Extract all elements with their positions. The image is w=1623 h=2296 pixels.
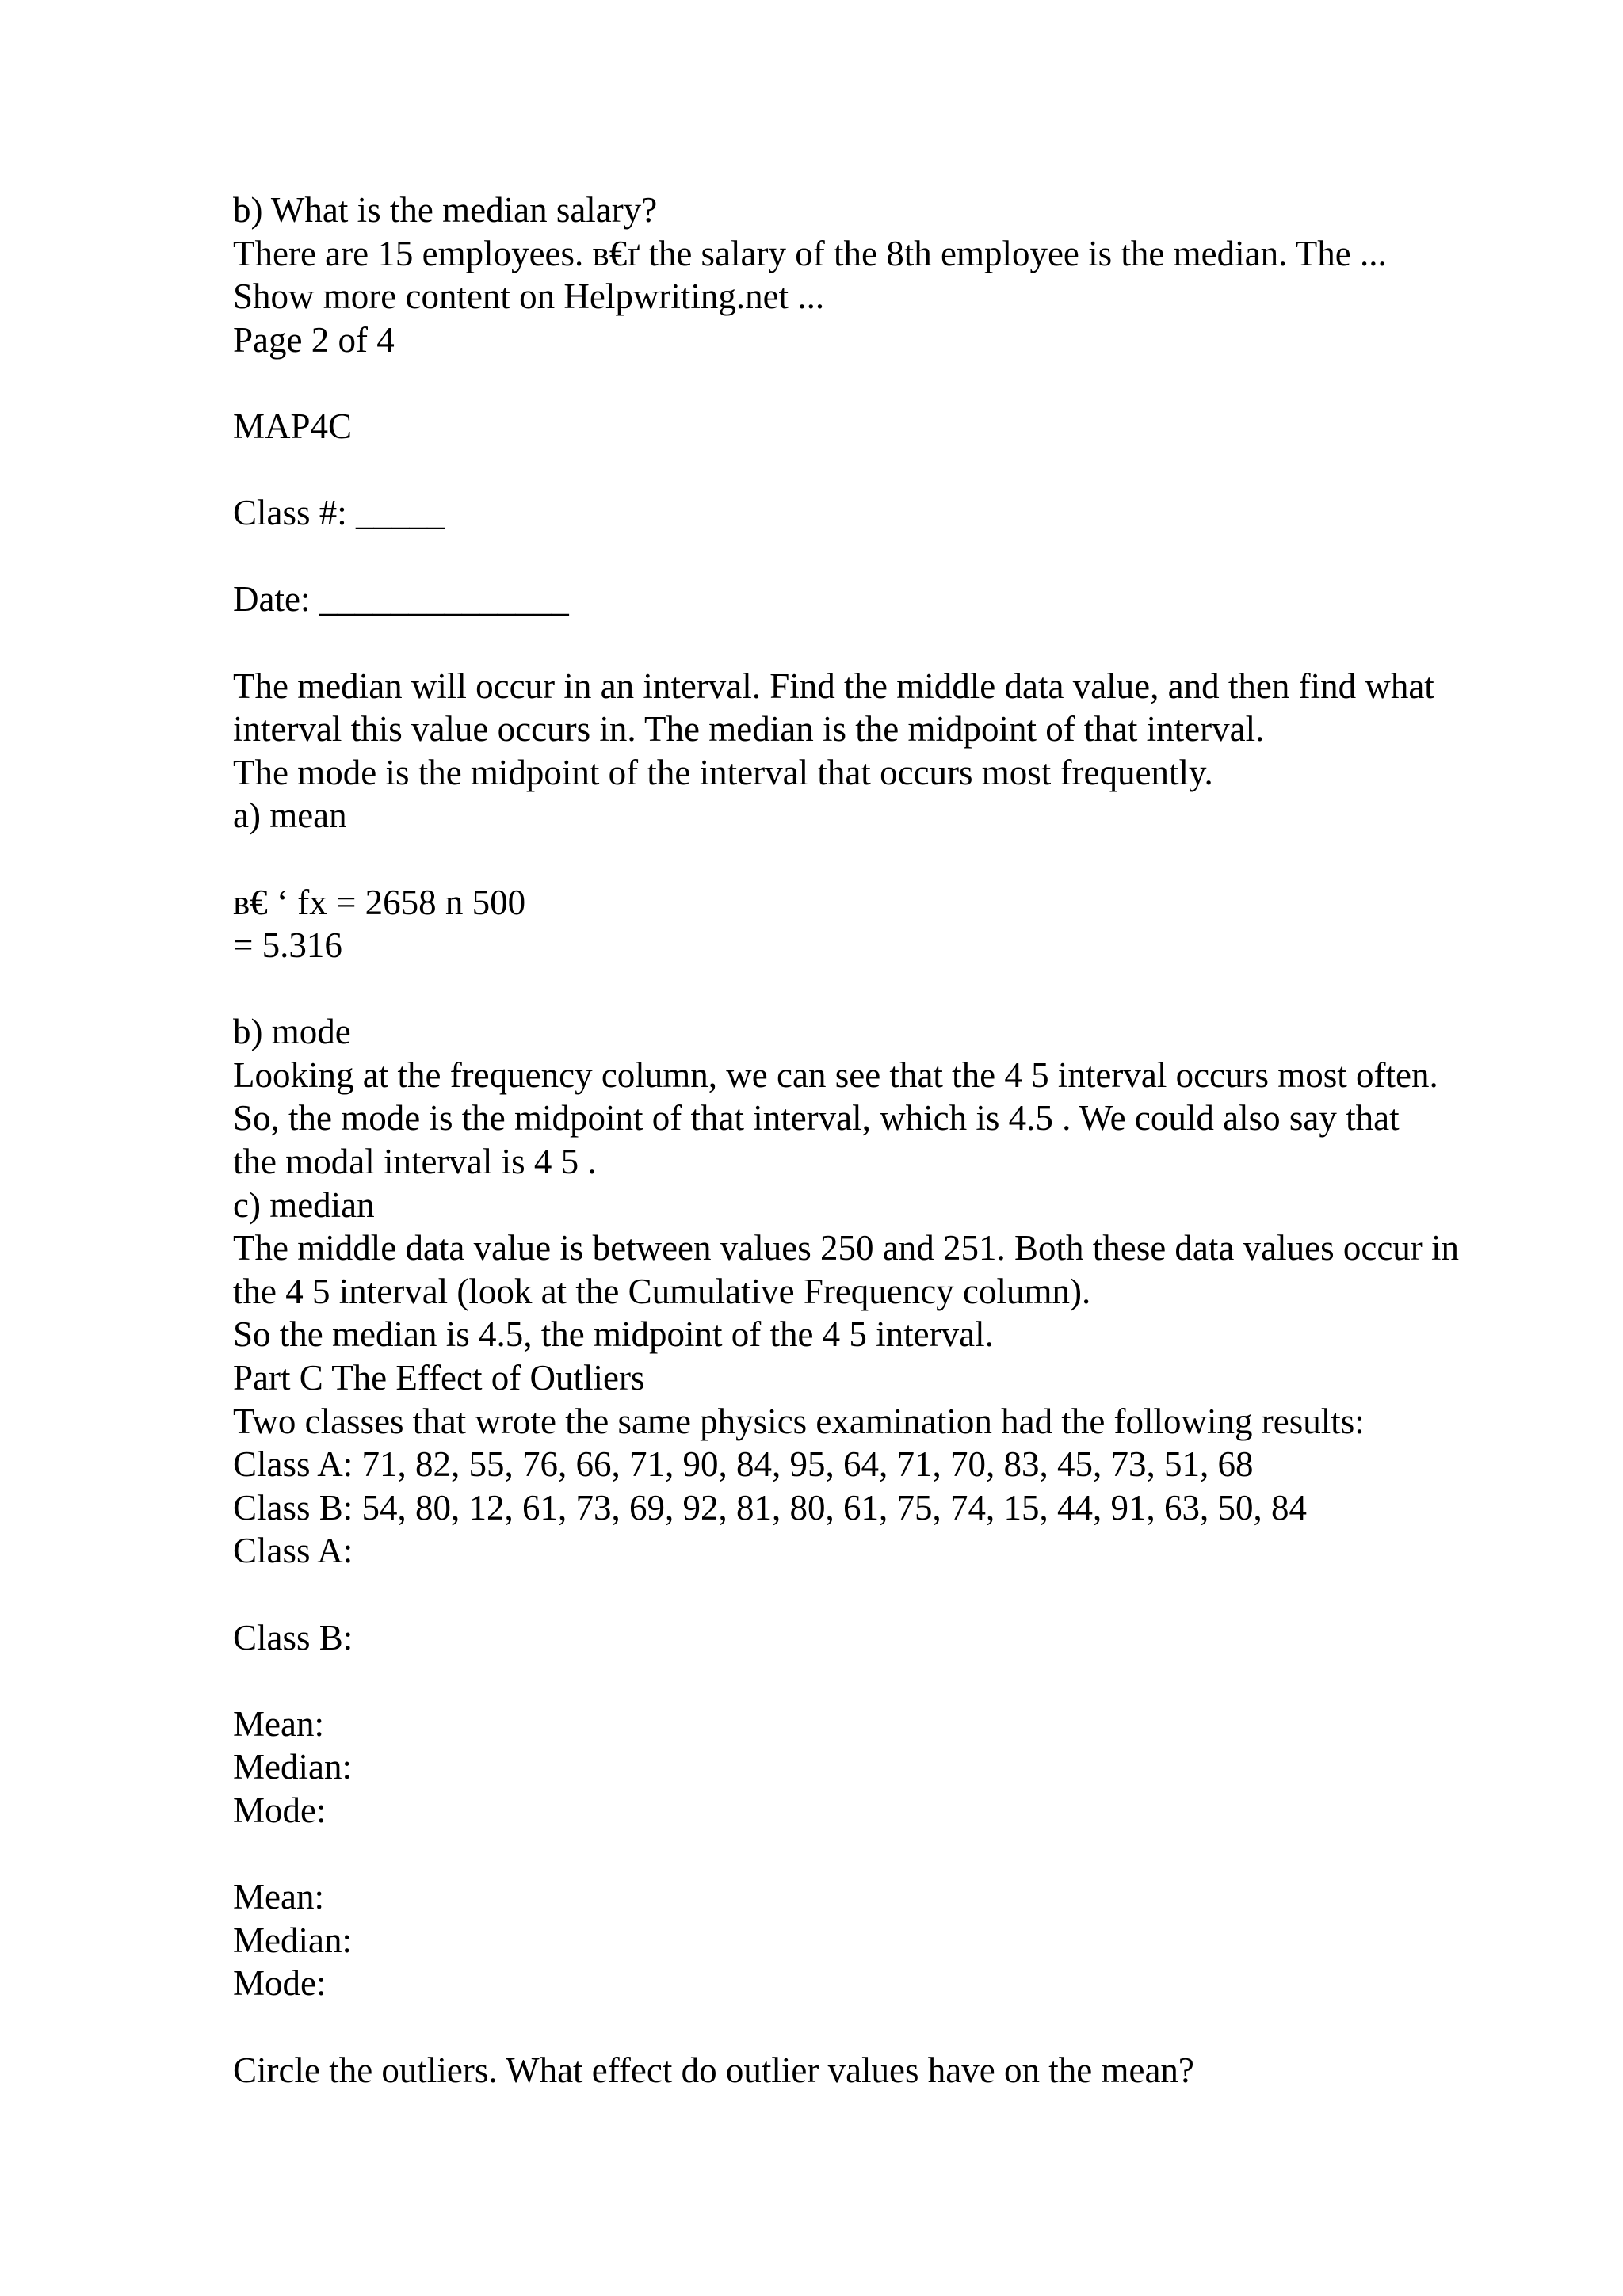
course-code: MAP4C <box>233 406 353 446</box>
formula-result: = 5.316 <box>233 925 342 966</box>
heading-median-salary: b) What is the median salary? <box>233 190 658 230</box>
mode-label: Mode: <box>233 1790 327 1830</box>
mean-label: Mean: <box>233 1703 324 1744</box>
text-line: Two classes that wrote the same physics examination had the following results: <box>233 1401 1365 1441</box>
median-label: Median: <box>233 1920 352 1960</box>
blank-line <box>233 621 1533 665</box>
subheading-median: c) median <box>233 1184 375 1225</box>
text-line: interval this value occurs in. The median is the midpoint of that interval. <box>233 709 1265 749</box>
text-line: Looking at the frequency column, we can see that the 4 5 interval occurs most often. <box>233 1055 1438 1095</box>
page-number: Page 2 of 4 <box>233 319 395 360</box>
class-a-results: Class A: 71, 82, 55, 76, 66, 71, 90, 84, 95, 64, 71, 70, 83, 45, 73, 51, 68 <box>233 1444 1254 1485</box>
median-label: Median: <box>233 1747 352 1787</box>
subheading-mean: a) mean <box>233 795 347 836</box>
mode-label: Mode: <box>233 1963 327 2004</box>
text-line: The median will occur in an interval. Find the middle data value, and then find what <box>233 666 1434 706</box>
text-line: The mode is the midpoint of the interval that occurs most frequently. <box>233 752 1213 792</box>
class-number-field: Class #: _____ <box>233 493 445 533</box>
class-b-label: Class B: <box>233 1617 353 1657</box>
text-line: So, the mode is the midpoint of that interval, which is 4.5 . We could also say that <box>233 1098 1400 1138</box>
date-field: Date: ______________ <box>233 579 569 620</box>
subheading-mode: b) mode <box>233 1012 351 1052</box>
blank-line <box>233 837 1533 881</box>
blank-line <box>233 448 1533 492</box>
text-line: So the median is 4.5, the midpoint of the 4 5 interval. <box>233 1314 994 1355</box>
document-body <box>233 189 1533 2092</box>
text-line: The middle data value is between values 250 and 251. Both these data values occur in <box>233 1228 1460 1268</box>
class-a-label: Class A: <box>233 1531 353 1571</box>
mean-label: Mean: <box>233 1877 324 1917</box>
text-line: the modal interval is 4 5 . <box>233 1142 597 1182</box>
outliers-question: Circle the outliers. What effect do outlier values have on the mean? <box>233 2050 1194 2090</box>
class-b-results: Class B: 54, 80, 12, 61, 73, 69, 92, 81, 80, 61, 75, 74, 15, 44, 91, 63, 50, 84 <box>233 1487 1308 1527</box>
blank-line <box>233 1833 1533 1876</box>
blank-line <box>233 1573 1533 1616</box>
text-line: There are 15 employees. в€ґ the salary of the 8th employee is the median. The ... <box>233 233 1387 273</box>
blank-line <box>233 2005 1533 2049</box>
blank-line <box>233 361 1533 405</box>
show-more-link[interactable]: Show more content on Helpwriting.net ... <box>233 277 825 317</box>
section-heading-outliers: Part C The Effect of Outliers <box>233 1358 645 1398</box>
blank-line <box>233 535 1533 578</box>
blank-line <box>233 1659 1533 1703</box>
text-line: the 4 5 interval (look at the Cumulative Frequency column). <box>233 1271 1091 1311</box>
blank-line <box>233 967 1533 1011</box>
formula-line: в€ ‘ fx = 2658 n 500 <box>233 882 526 922</box>
